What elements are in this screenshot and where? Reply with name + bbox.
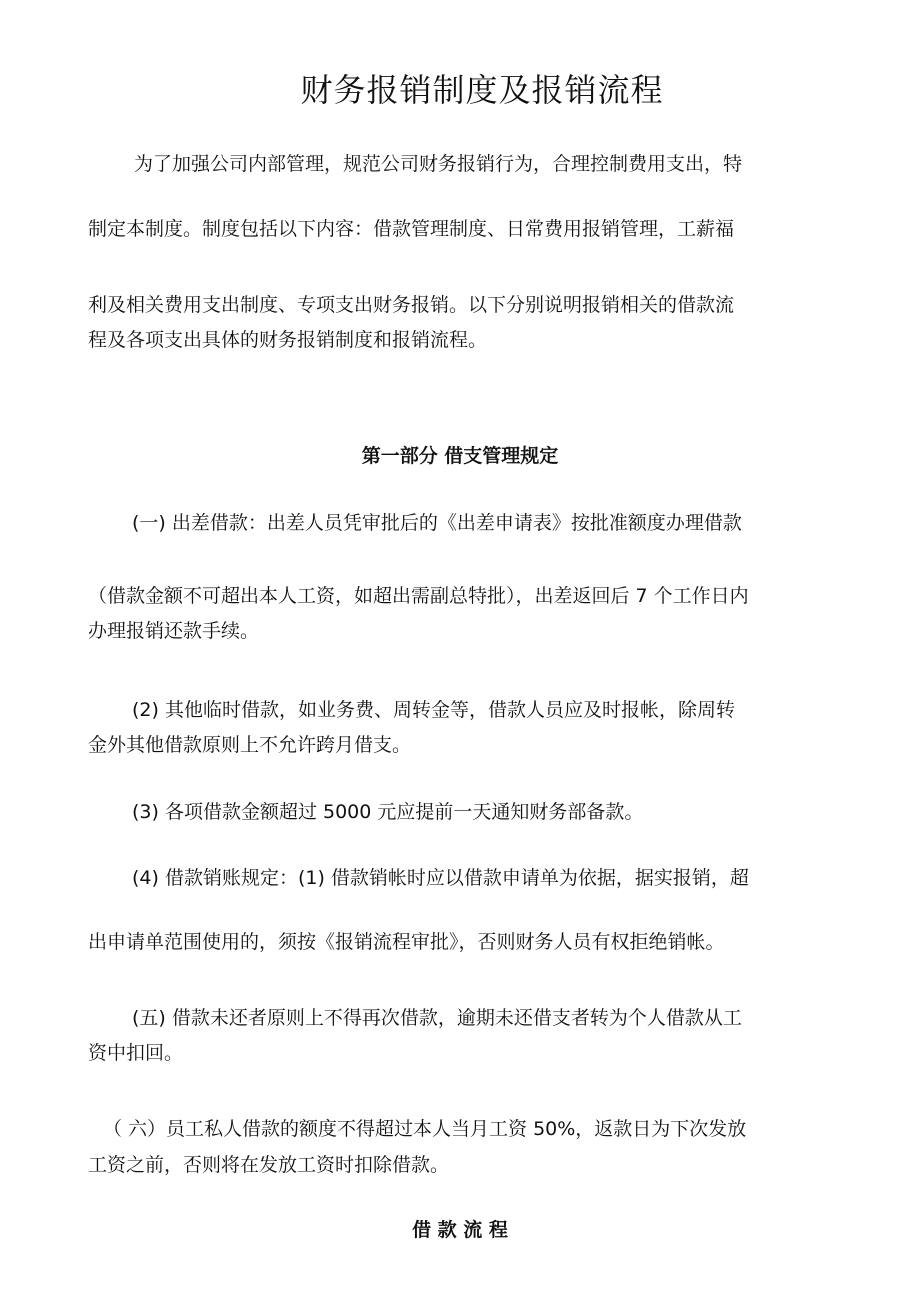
rule-1-line-3: 办理报销还款手续。 bbox=[88, 620, 260, 642]
intro-line-3: 利及相关费用支出制度、专项支出财务报销。以下分别说明报销相关的借款流 bbox=[88, 294, 735, 316]
document-title: 财务报销制度及报销流程 bbox=[300, 71, 664, 109]
rule-1-line-2: （借款金额不可超出本人工资，如超出需副总特批），出差返回后 7 个工作日内 bbox=[88, 585, 749, 607]
intro-line-2: 制定本制度。制度包括以下内容：借款管理制度、日常费用报销管理，工薪福 bbox=[88, 218, 735, 240]
section-heading-borrowing-rules: 第一部分 借支管理规定 bbox=[361, 445, 559, 467]
rule-3-line-1: (3) 各项借款金额超过 5000 元应提前一天通知财务部备款。 bbox=[132, 801, 644, 823]
intro-line-1: 为了加强公司内部管理，规范公司财务报销行为，合理控制费用支出，特 bbox=[134, 153, 743, 175]
intro-line-4: 程及各项支出具体的财务报销制度和报销流程。 bbox=[88, 329, 488, 351]
rule-2-line-2: 金外其他借款原则上不允许跨月借支。 bbox=[88, 734, 412, 756]
rule-4-line-2: 出申请单范围使用的，须按《报销流程审批》，否则财务人员有权拒绝销帐。 bbox=[88, 931, 725, 953]
rule-5-line-2: 资中扣回。 bbox=[88, 1042, 184, 1064]
rule-2-line-1: (2) 其他临时借款，如业务费、周转金等，借款人员应及时报帐，除周转 bbox=[132, 699, 735, 721]
section-heading-borrowing-process: 借 款 流 程 bbox=[412, 1219, 508, 1241]
rule-4-line-1: (4) 借款销账规定：(1) 借款销帐时应以借款申请单为依据，据实报销，超 bbox=[132, 867, 749, 889]
rule-6-line-1: （ 六）员工私人借款的额度不得超过本人当月工资 50%，返款日为下次发放 bbox=[103, 1118, 747, 1140]
rule-1-line-1: (一) 出差借款：出差人员凭审批后的《出差申请表》按批准额度办理借款 bbox=[132, 512, 742, 534]
rule-5-line-1: (五) 借款未还者原则上不得再次借款，逾期未还借支者转为个人借款从工 bbox=[132, 1007, 742, 1029]
rule-6-line-2: 工资之前，否则将在发放工资时扣除借款。 bbox=[88, 1154, 450, 1176]
